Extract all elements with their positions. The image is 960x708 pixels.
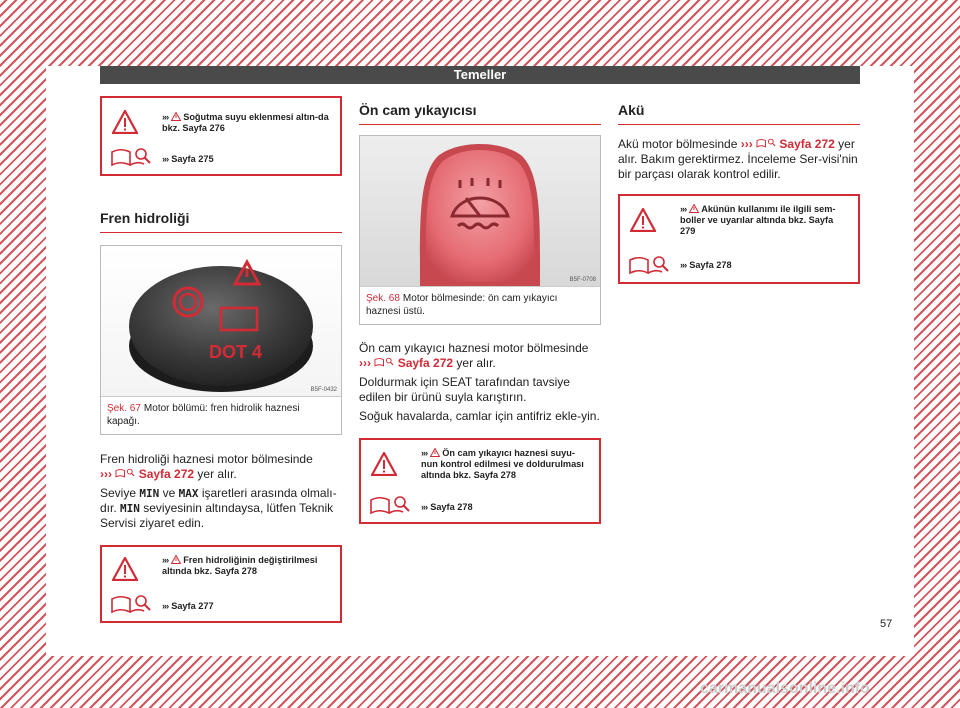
watermark: carmanualsonline.info: [700, 680, 870, 697]
reference-line: [421, 502, 591, 513]
small-warning-icon: [171, 112, 181, 121]
figure-code: B5F-0432: [310, 387, 337, 393]
figure-number: Şek. 67: [107, 403, 141, 414]
column-right: [618, 96, 860, 284]
arrows-glyph: ›››: [740, 137, 753, 151]
min-marker: MIN: [139, 487, 160, 500]
small-warning-icon: [689, 204, 699, 213]
brake-cap-image: [101, 246, 341, 396]
warning-link-text[interactable]: Akünün kullanımı ile ilgili sem-boller ve uyarılar altında bkz. Sayfa 279: [680, 204, 836, 236]
figure-68: [359, 135, 601, 325]
arrows-glyph: ›››: [680, 260, 687, 270]
arrows-glyph: ›››: [421, 502, 428, 512]
page-ref-link[interactable]: Sayfa 278: [430, 502, 473, 512]
warning-link-text[interactable]: Fren hidroliğinin değiştirilmesi altında bkz. Sayfa 278: [162, 555, 318, 576]
washer-cap-image: [360, 136, 600, 286]
paragraph-washer-location: Ön cam yıkayıcı haznesi motor bölmesinde ››› Sayfa 272 yer alır.: [359, 341, 589, 370]
figure-67: [100, 245, 342, 435]
warning-line-1: [162, 555, 332, 577]
reference-line: [162, 601, 332, 612]
brake-fluid-cap-illustration: [101, 246, 341, 396]
min-marker: MIN: [120, 502, 140, 515]
warning-icon: [112, 557, 138, 581]
book-magnifier-icon: [115, 467, 135, 479]
warning-link-text[interactable]: Soğutma suyu eklenmesi altın-da bkz. Sayfa 276: [162, 112, 329, 133]
arrows-glyph: ›››: [421, 448, 428, 458]
reference-line: [162, 154, 332, 165]
warning-box-brake: [100, 545, 342, 623]
warning-line-1: [421, 448, 591, 481]
section-title-brake-fluid: Fren hidroliği: [100, 210, 342, 233]
section-title-battery: Akü: [618, 102, 860, 125]
column-left: [100, 96, 342, 623]
small-warning-icon: [171, 555, 181, 564]
arrows-glyph: ›››: [100, 467, 112, 481]
warning-box-washer: [359, 438, 601, 524]
figure-number: Şek. 68: [366, 293, 400, 304]
paragraph-battery: Akü motor bölmesinde ››› Sayfa 272 yer alır. Bakım gerektirmez. İnceleme Ser-visi'nin bir parçası olarak kontrol edilir.: [618, 137, 858, 181]
page-header: Temeller: [100, 66, 860, 84]
section-title-washer: Ön cam yıkayıcısı: [359, 102, 601, 125]
paragraph-washer-winter: Soğuk havalarda, camlar için antifriz ekle-yin.: [359, 409, 600, 423]
arrows-glyph: ›››: [162, 555, 169, 565]
warning-icon: [630, 208, 656, 232]
page-number: 57: [880, 618, 893, 630]
max-marker: MAX: [178, 487, 199, 500]
warning-icon: [371, 452, 397, 476]
warning-line-1: [680, 204, 850, 237]
paragraph-washer-fill: Doldurmak için SEAT tarafından tavsiye edilen bir ürünü suyla karıştırın.: [359, 375, 570, 404]
arrows-glyph: ›››: [359, 356, 371, 370]
book-magnifier-icon: [110, 593, 152, 615]
paragraph-brake-level: Seviye MIN ve MAX işaretleri arasında olmalı-dır. MIN seviyesinin altındaysa, lütfen Teknik Servisi ziyaret edin.: [100, 486, 337, 530]
page-ref-link[interactable]: Sayfa 272: [779, 137, 835, 151]
dot4-label: DOT 4: [209, 342, 263, 362]
warning-box-coolant: [100, 96, 342, 176]
small-warning-icon: [430, 448, 440, 457]
page-ref-link[interactable]: Sayfa 272: [138, 467, 195, 481]
page-ref-link[interactable]: Sayfa 275: [171, 154, 214, 164]
arrows-glyph: ›››: [162, 601, 169, 611]
warning-link-text[interactable]: Ön cam yıkayıcı haznesi suyu-nun kontrol edilmesi ve doldurulması altında bkz. Sayfa 278: [421, 448, 584, 480]
warning-line-1: [162, 112, 332, 134]
paragraph-brake-location: Fren hidroliği haznesi motor bölmesinde ››› Sayfa 272 yer alır.: [100, 452, 313, 481]
page-ref-link[interactable]: Sayfa 278: [689, 260, 732, 270]
book-magnifier-icon: [628, 254, 670, 276]
book-magnifier-icon: [110, 146, 152, 168]
arrows-glyph: ›››: [680, 204, 687, 214]
caption-text: Motor bölmesinde: ön cam yıkayıcı haznesi üstü.: [366, 293, 558, 317]
washer-cap-illustration: [360, 136, 600, 286]
figure-code: B5F-0708: [569, 277, 596, 283]
warning-icon: [112, 110, 138, 134]
book-magnifier-icon: [756, 137, 776, 149]
reference-line: [680, 260, 850, 271]
figure-caption: [360, 286, 600, 324]
page-ref-link[interactable]: Sayfa 272: [397, 356, 454, 370]
arrows-glyph: ›››: [162, 112, 169, 122]
figure-caption: [101, 396, 341, 434]
book-magnifier-icon: [374, 356, 394, 368]
column-middle: [359, 96, 601, 524]
caption-text: Motor bölümü: fren hidrolik haznesi kapağı.: [107, 403, 300, 427]
page-ref-link[interactable]: Sayfa 277: [171, 601, 214, 611]
book-magnifier-icon: [369, 494, 411, 516]
warning-box-battery: [618, 194, 860, 284]
arrows-glyph: ›››: [162, 154, 169, 164]
